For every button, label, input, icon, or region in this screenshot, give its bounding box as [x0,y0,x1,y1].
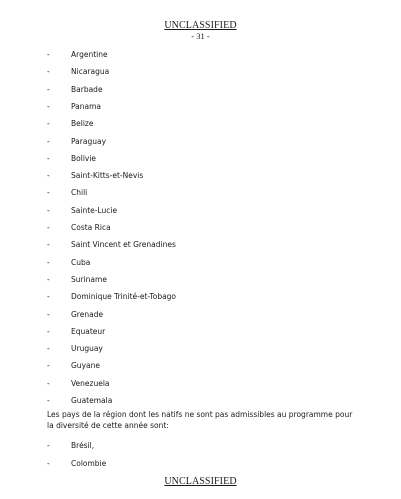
list-bullet: - [47,223,50,232]
list-bullet: - [47,67,50,77]
list-bullet: - [47,361,50,371]
list-bullet: - [47,292,50,302]
country-name: Guatemala [71,396,113,405]
list-bullet: - [47,441,50,450]
classification-footer: UNCLASSIFIED [164,476,237,487]
page-number: - 31 - [191,31,210,41]
list-bullet: - [47,101,50,111]
country-name: Venezuela [71,378,110,388]
list-bullet: - [47,274,50,284]
list-bullet: - [47,378,50,388]
country-name: Sainte-Lucie [71,205,118,215]
country-name: Guyane [71,361,100,371]
list-bullet: - [47,50,50,59]
list-bullet: - [47,344,50,354]
ineligible-intro-paragraph: Les pays de la région dont les natifs ne sont pas admissibles au programme pour la diversité de cette année sont: [47,410,353,430]
country-name: Grenade [71,309,104,319]
country-name: Chili [71,188,88,198]
country-name: Bolivie [71,153,97,163]
country-name: Saint-Kitts-et-Nevis [71,171,144,181]
country-name: Panama [71,101,102,111]
list-bullet: - [47,326,50,336]
list-bullet: - [47,119,50,129]
country-name: Uruguay [71,344,103,354]
country-name: Barbade [71,84,103,94]
list-bullet: - [47,396,50,405]
country-name: Paraguay [71,136,107,146]
list-bullet: - [47,309,50,319]
list-bullet: - [47,84,50,94]
country-name: Saint Vincent et Grenadines [71,240,176,250]
list-bullet: - [47,153,50,163]
list-bullet: - [47,188,50,198]
country-name: Belize [71,119,94,129]
list-bullet: - [47,205,50,215]
list-bullet: - [47,257,50,267]
list-bullet: - [47,171,50,181]
country-name: Dominique Trinité-et-Tobago [71,292,177,302]
classification-header: UNCLASSIFIED [164,20,237,31]
country-name: Suriname [71,274,107,284]
country-name: Cuba [71,257,91,267]
list-bullet: - [47,459,50,468]
country-name: Costa Rica [71,223,111,232]
list-bullet: - [47,136,50,146]
country-name: Nicaragua [71,67,110,77]
list-bullet: - [47,240,50,250]
country-name: Colombie [71,459,107,468]
country-name: Equateur [71,326,106,336]
country-name: Argentine [71,50,108,59]
country-name: Brésil, [71,441,95,450]
